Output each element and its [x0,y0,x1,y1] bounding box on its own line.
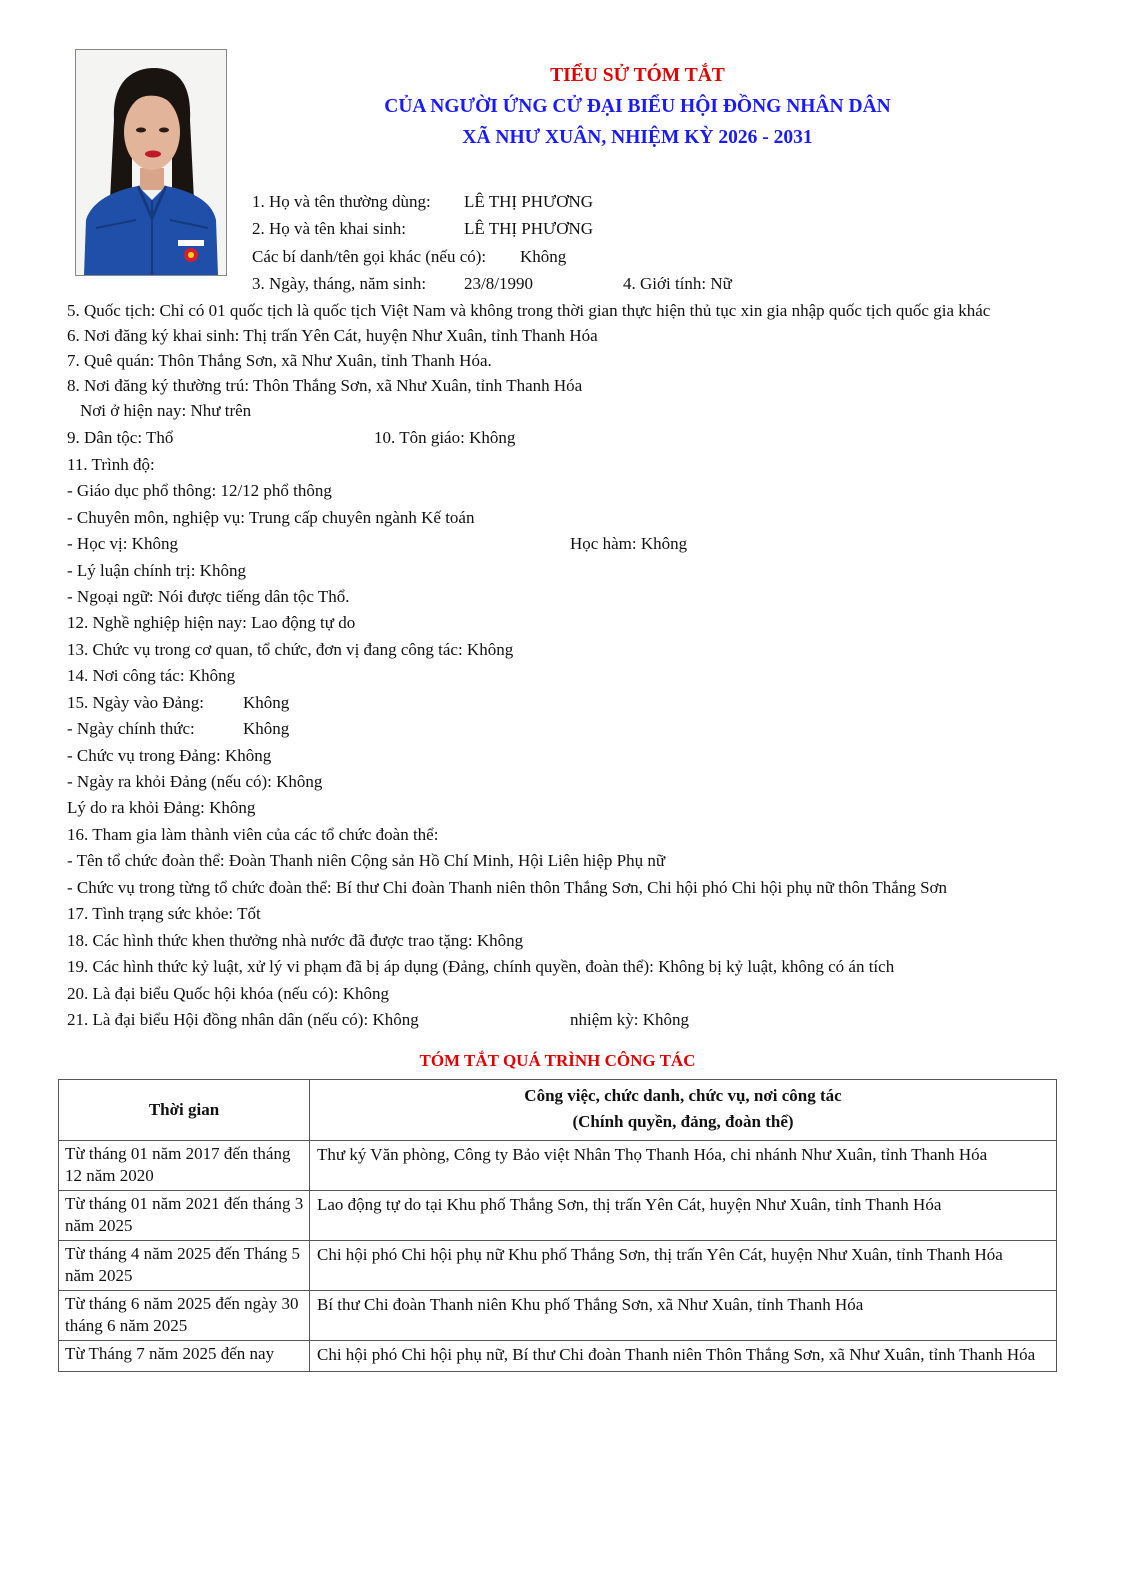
field-organizations-heading: 16. Tham gia làm thành viên của các tổ chức đoàn thể: [67,825,439,844]
column-header-work-label: Công việc, chức danh, chức vụ, nơi công tác [524,1086,842,1105]
field-organization-names: - Tên tổ chức đoàn thể: Đoàn Thanh niên Cộng sản Hồ Chí Minh, Hội Liên hiệp Phụ nữ [67,851,666,870]
field-organization-positions: - Chức vụ trong từng tổ chức đoàn thể: Bí thư Chi đoàn Thanh niên thôn Thắng Sơn, Chi hội phó Chi hội phụ nữ thôn Thắng Sơn [67,878,948,897]
field-council-term: nhiệm kỳ: Không [570,1010,689,1029]
portrait-photo-icon [76,50,226,275]
column-header-time [59,1080,310,1141]
field-party-join-value: Không [243,693,290,712]
field-gender: 4. Giới tính: Nữ [623,274,732,293]
column-header-time-label: Thời gian [148,1099,220,1119]
table-cell-time: Từ tháng 01 năm 2021 đến tháng 3 năm 2025 [59,1191,310,1241]
table-row [59,1141,1057,1191]
portrait-photo [75,49,227,276]
field-dob-label: 3. Ngày, tháng, năm sinh: [252,274,427,293]
field-foreign-language: - Ngoại ngữ: Nói được tiếng dân tộc Thổ. [67,587,350,606]
field-birth-registration: 6. Nơi đăng ký khai sinh: Thị trấn Yên Cát, huyện Như Xuân, tỉnh Thanh Hóa [67,326,598,345]
table-row [59,1341,1057,1372]
field-academic-title: Học hàm: Không [570,534,688,553]
table-row [59,1291,1057,1341]
field-national-assembly: 20. Là đại biểu Quốc hội khóa (nếu có): Không [67,984,389,1003]
table-cell-time: Từ Tháng 7 năm 2025 đến nay [59,1341,310,1372]
table-cell-time: Từ tháng 6 năm 2025 đến ngày 30 tháng 6 năm 2025 [59,1291,310,1341]
field-workplace: 14. Nơi công tác: Không [67,666,236,685]
table-cell-work: Chi hội phó Chi hội phụ nữ, Bí thư Chi đoàn Thanh niên Thôn Thắng Sơn, xã Như Xuân, tỉnh Thanh Hóa [310,1341,1057,1372]
field-party-official-value: Không [243,719,290,738]
document-subtitle-term: XÃ NHƯ XUÂN, NHIỆM KỲ 2026 - 2031 [462,127,813,148]
table-cell-work: Lao động tự do tại Khu phố Thắng Sơn, thị trấn Yên Cát, huyện Như Xuân, tỉnh Thanh Hóa [310,1191,1057,1241]
field-general-education: - Giáo dục phổ thông: 12/12 phổ thông [67,481,332,500]
field-hometown: 7. Quê quán: Thôn Thắng Sơn, xã Như Xuân, tỉnh Thanh Hóa. [67,351,492,370]
field-degree: - Học vị: Không [67,534,178,553]
work-history-title: TÓM TẮT QUÁ TRÌNH CÔNG TÁC [419,1051,696,1070]
field-party-leave-date: - Ngày ra khỏi Đảng (nếu có): Không [67,772,323,791]
field-common-name-label: 1. Họ và tên thường dùng: [252,192,431,211]
field-permanent-residence: 8. Nơi đăng ký thường trú: Thôn Thắng Sơn, xã Như Xuân, tỉnh Thanh Hóa [67,376,583,395]
document-title: TIỂU SỬ TÓM TẮT [550,65,725,86]
field-alias-label: Các bí danh/tên gọi khác (nếu có): [252,247,487,266]
field-dob-value: 23/8/1990 [464,274,533,293]
field-education-heading: 11. Trình độ: [67,455,155,474]
table-cell-work: Bí thư Chi đoàn Thanh niên Khu phố Thắng Sơn, xã Như Xuân, tỉnh Thanh Hóa [310,1291,1057,1341]
field-nationality: 5. Quốc tịch: Chỉ có 01 quốc tịch là quốc tịch Việt Nam và không trong thời gian thực hiện thủ tục xin gia nhập quốc tịch quốc gia khác [67,301,991,320]
work-history-table [58,1079,1057,1372]
field-party-leave-reason: Lý do ra khỏi Đảng: Không [67,798,256,817]
table-cell-work: Thư ký Văn phòng, Công ty Bảo việt Nhân Thọ Thanh Hóa, chi nhánh Như Xuân, tỉnh Thanh Hóa [310,1141,1057,1191]
column-header-work-sublabel: (Chính quyền, đảng, đoàn thể) [572,1112,794,1131]
table-cell-time: Từ tháng 01 năm 2017 đến tháng 12 năm 2020 [59,1141,310,1191]
field-health: 17. Tình trạng sức khỏe: Tốt [67,904,261,923]
field-common-name-value: LÊ THỊ PHƯƠNG [464,192,594,211]
table-cell-work: Chi hội phó Chi hội phụ nữ Khu phố Thắng Sơn, thị trấn Yên Cát, huyện Như Xuân, tỉnh Thanh Hóa [310,1241,1057,1291]
field-party-join-label: 15. Ngày vào Đảng: [67,693,204,712]
field-occupation: 12. Nghề nghiệp hiện nay: Lao động tự do [67,613,356,632]
field-party-official-label: - Ngày chính thức: [67,719,195,738]
field-specialization: - Chuyên môn, nghiệp vụ: Trung cấp chuyên ngành Kế toán [67,508,475,527]
field-discipline: 19. Các hình thức kỷ luật, xử lý vi phạm đã bị áp dụng (Đảng, chính quyền, đoàn thể): Không bị kỷ luật, không có án tích [67,957,895,976]
document-subtitle: CỦA NGƯỜI ỨNG CỬ ĐẠI BIỂU HỘI ĐỒNG NHÂN DÂN [384,96,891,117]
field-birth-name-label: 2. Họ và tên khai sinh: [252,219,406,238]
table-row [59,1241,1057,1291]
field-alias-value: Không [520,247,567,266]
field-birth-name-value: LÊ THỊ PHƯƠNG [464,219,594,238]
field-party-position: - Chức vụ trong Đảng: Không [67,746,272,765]
table-header-row [59,1080,1057,1141]
field-current-residence: Nơi ở hiện nay: Như trên [80,401,252,420]
column-header-work [310,1080,1057,1141]
table-cell-time: Từ tháng 4 năm 2025 đến Tháng 5 năm 2025 [59,1241,310,1291]
field-council-delegate: 21. Là đại biểu Hội đồng nhân dân (nếu có): Không [67,1010,419,1029]
field-position: 13. Chức vụ trong cơ quan, tổ chức, đơn vị đang công tác: Không [67,640,514,659]
table-row [59,1191,1057,1241]
field-ethnicity: 9. Dân tộc: Thổ [67,428,174,447]
field-awards: 18. Các hình thức khen thưởng nhà nước đã được trao tặng: Không [67,931,524,950]
field-religion: 10. Tôn giáo: Không [374,428,516,447]
field-political-theory: - Lý luận chính trị: Không [67,561,246,580]
